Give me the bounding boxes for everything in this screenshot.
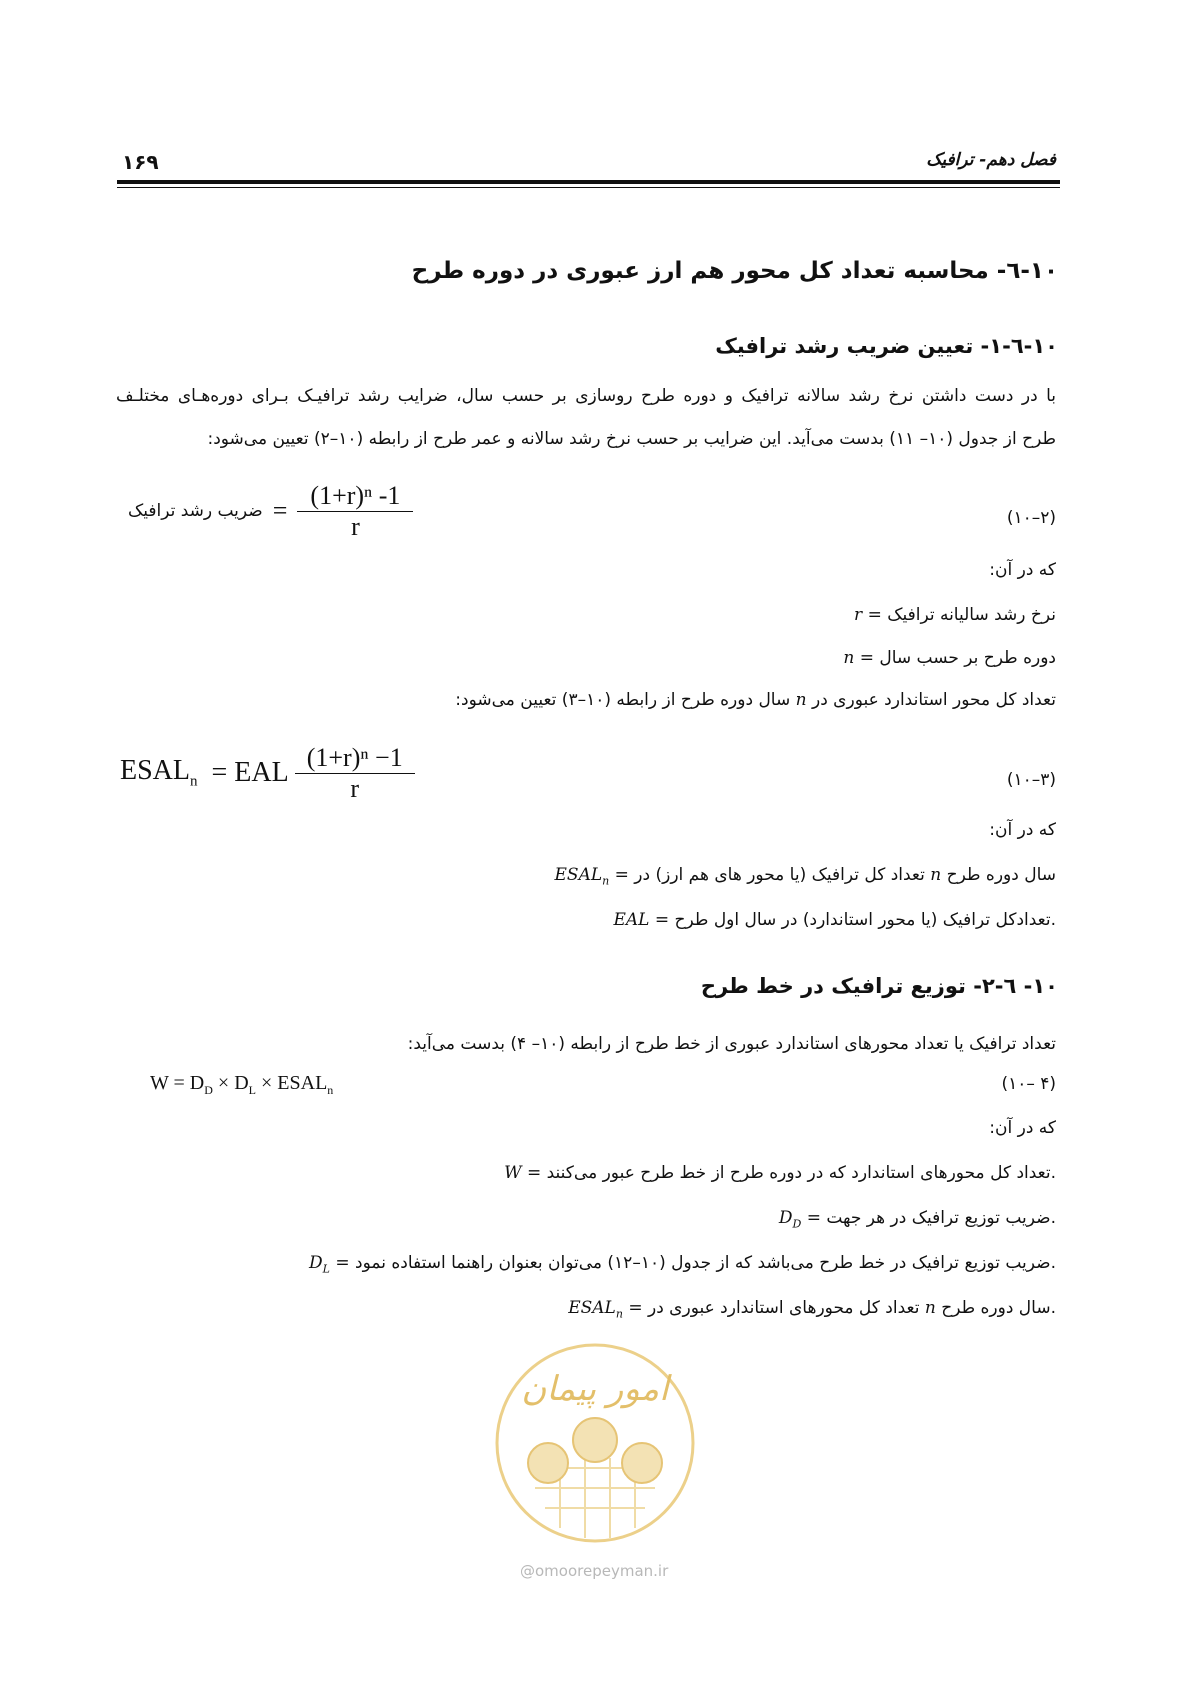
variable-n: n xyxy=(843,648,855,668)
section-heading: ۱۰-٦- محاسبه تعداد کل محور هم ارز عبوری در دوره طرح xyxy=(411,258,1058,284)
fraction-numerator: (1+r)ⁿ -1 xyxy=(297,481,413,512)
definition-text: = تعداد کل محورهای استاندارد که در دوره طرح از خط طرح عبور می‌کنند. xyxy=(526,1163,1056,1183)
esal-symbol: ESAL xyxy=(554,865,603,885)
esal-symbol: ESAL xyxy=(120,755,190,787)
subscript-n: n xyxy=(327,1083,334,1097)
definition-eal xyxy=(613,910,1056,930)
where-label: که در آن: xyxy=(989,1118,1056,1138)
d-symbol: D xyxy=(309,1253,323,1273)
equation-lhs xyxy=(120,755,198,791)
equation-equals: = xyxy=(272,496,288,525)
variable-eal: EAL xyxy=(613,910,650,930)
subscript-l: L xyxy=(248,1083,256,1097)
definition-r xyxy=(854,605,1056,625)
text-fragment: سال دوره طرح xyxy=(946,865,1056,885)
watermark-logo-text: امور پیمان xyxy=(521,1369,669,1409)
definition-text: = تعدادکل ترافیک (یا محور استاندارد) در سال اول طرح. xyxy=(654,910,1056,930)
equation-lhs-label: ضریب رشد ترافیک xyxy=(128,501,263,521)
text-fragment: سال دوره طرح از رابطه (۱۰–۳) تعیین می‌شود: xyxy=(455,690,791,710)
subscript-d: D xyxy=(792,1217,802,1231)
variable-dd xyxy=(778,1208,802,1231)
equation-rhs-prefix: = EAL xyxy=(211,757,289,788)
text-fragment: تعداد کل محور استاندارد عبوری در xyxy=(812,690,1056,710)
where-label: که در آن: xyxy=(989,560,1056,580)
subscript-n: n xyxy=(190,773,198,790)
subsection-heading-2: ۱۰- ٦-۲- توزیع ترافیک در خط طرح xyxy=(700,974,1058,998)
variable-dl xyxy=(309,1253,330,1276)
definition-text: = نرخ رشد سالیانه ترافیک xyxy=(867,605,1056,625)
variable-n: n xyxy=(795,690,807,710)
definition-dl xyxy=(309,1253,1056,1275)
eq-part: W = D xyxy=(150,1072,205,1094)
variable-esal xyxy=(554,865,610,888)
definition-w xyxy=(504,1163,1056,1183)
subscript-l: L xyxy=(322,1262,330,1276)
eq-part: × ESAL xyxy=(256,1072,328,1094)
definition-text: = ضریب توزیع ترافیک در هر جهت. xyxy=(806,1208,1056,1228)
watermark-logo xyxy=(490,1338,700,1548)
variable-esal xyxy=(568,1298,623,1321)
where-label: که در آن: xyxy=(989,820,1056,840)
variable-n: n xyxy=(924,1298,936,1318)
equation-fraction xyxy=(295,743,415,804)
paragraph-line: با در دست داشتن نرخ رشد سالانه ترافیک و دوره طرح روسازی بر حسب سال، ضرایب رشد ترافیـک بـرای دوره‌هـای مختلـف xyxy=(116,386,1056,406)
definition-esal xyxy=(555,865,1056,887)
variable-n: n xyxy=(930,865,942,885)
subsection-heading-1: ۱۰-٦-۱- تعیین ضریب رشد ترافیک xyxy=(715,334,1058,358)
header-rule-thick xyxy=(117,180,1060,184)
definition-text: = دوره طرح بر حسب سال xyxy=(859,648,1056,668)
fraction-denominator: r xyxy=(351,511,360,541)
fraction-denominator: r xyxy=(350,773,360,803)
equation-number: (۱۰–۳) xyxy=(1006,770,1056,790)
paragraph-esal-intro xyxy=(455,690,1056,710)
paragraph-line: طرح از جدول (۱۰– ۱۱) بدست می‌آید. این ضرایب بر حسب نرخ رشد سالانه و عمر طرح از رابطه (۱۰–۲) تعیین می‌شود: xyxy=(207,429,1056,449)
subscript-d: D xyxy=(204,1083,213,1097)
fraction-numerator: (1+r)ⁿ −1 xyxy=(295,743,415,774)
text-fragment: = تعداد کل محورهای استاندارد عبوری در xyxy=(628,1298,920,1318)
definition-n xyxy=(843,648,1056,668)
header-rule-thin xyxy=(117,187,1060,188)
subscript-n: n xyxy=(602,874,610,888)
esal-symbol: ESAL xyxy=(568,1298,616,1318)
equation-esal xyxy=(120,738,415,808)
subscript-n: n xyxy=(615,1307,623,1321)
equation-growth-factor xyxy=(128,476,413,546)
definition-esal-2 xyxy=(568,1298,1056,1320)
definition-dd xyxy=(779,1208,1056,1230)
equation-number: (۱۰– ۴) xyxy=(1001,1074,1056,1094)
equation-w xyxy=(150,1072,333,1098)
definition-text: = ضریب توزیع ترافیک در خط طرح می‌باشد که از جدول (۱۰–۱۲) می‌توان بعنوان راهنما استفاده نمود. xyxy=(335,1253,1056,1273)
text-fragment: سال دوره طرح. xyxy=(941,1298,1056,1318)
equation-fraction xyxy=(297,481,413,542)
watermark-caption: @omoorepeyman.ir xyxy=(520,1562,669,1580)
page-number: ۱۶۹ xyxy=(122,150,159,174)
variable-w: W xyxy=(504,1163,522,1183)
variable-r: r xyxy=(854,605,863,625)
text-fragment: = تعداد کل ترافیک (یا محور های هم ارز) در xyxy=(614,865,925,885)
equation-number: (۱۰–۲) xyxy=(1006,508,1056,528)
d-symbol: D xyxy=(778,1208,793,1228)
running-head: فصل دهم- ترافیک xyxy=(926,150,1056,170)
eq-part: × D xyxy=(212,1072,249,1094)
paragraph-distribution: تعداد ترافیک یا تعداد محورهای استاندارد عبوری از خط طرح از رابطه (۱۰– ۴) بدست می‌آید: xyxy=(407,1034,1056,1054)
